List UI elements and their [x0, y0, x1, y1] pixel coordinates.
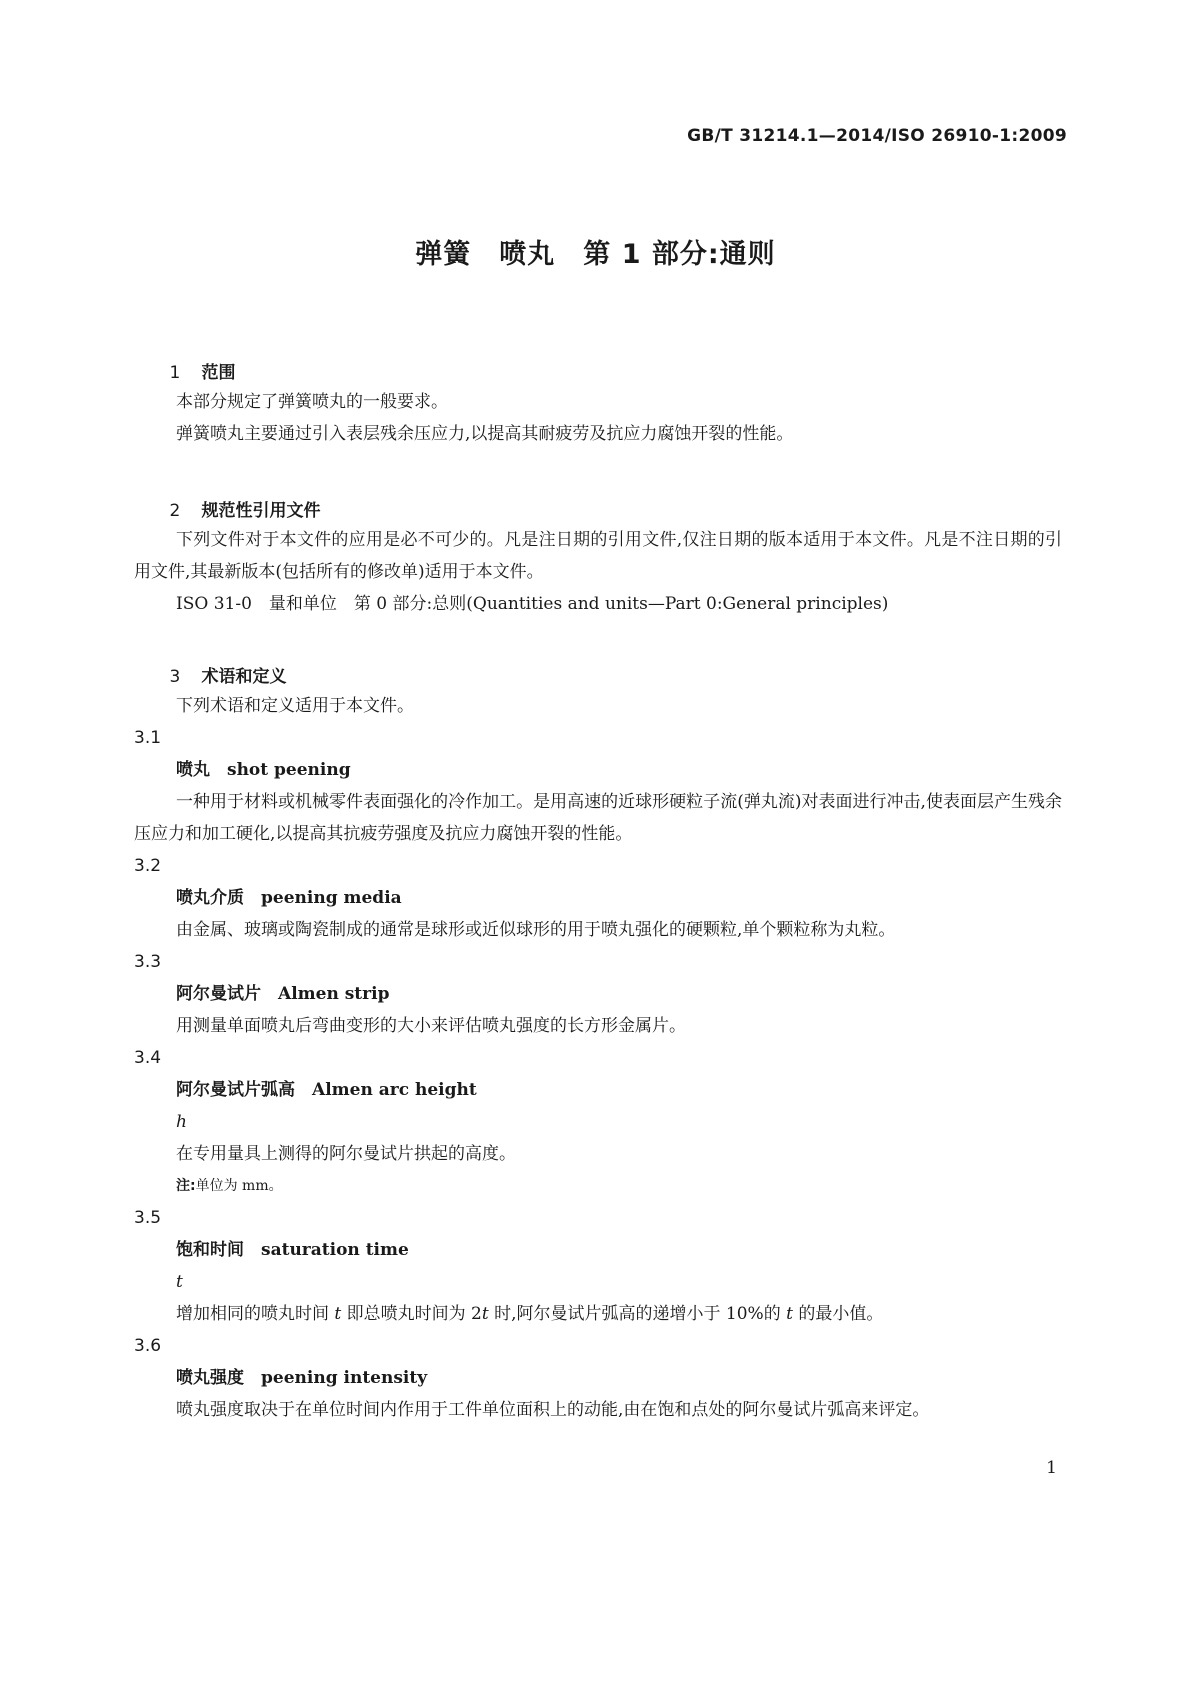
term-definition: 一种用于材料或机械零件表面强化的冷作加工。是用高速的近球形硬粒子流(弹丸流)对表面进行冲击,使表面层产生残余压应力和加工硬化,以提高其抗疲劳强度及抗应力腐蚀开裂的性能。 — [134, 792, 1062, 844]
section-title: 规范性引用文件 — [201, 501, 321, 521]
term-name-en: shot peening — [227, 760, 351, 780]
term-name-cn: 喷丸强度 — [176, 1368, 244, 1388]
term-name-cn: 阿尔曼试片弧高 — [176, 1080, 295, 1100]
term-definition: 在专用量具上测得的阿尔曼试片拱起的高度。 — [176, 1144, 516, 1164]
term-definition: 用测量单面喷丸后弯曲变形的大小来评估喷丸强度的长方形金属片。 — [176, 1016, 686, 1036]
term-name — [134, 978, 1062, 1010]
section-number: 1 — [169, 363, 181, 383]
term-number: 3.4 — [134, 1048, 162, 1068]
term-definition: 喷丸强度取决于在单位时间内作用于工件单位面积上的动能,由在饱和点处的阿尔曼试片弧高来评定。 — [176, 1400, 930, 1420]
note-label: 注: — [176, 1178, 196, 1194]
term-name — [134, 1234, 1062, 1266]
document-title: 弹簧 喷丸 第 1 部分:通则 — [415, 239, 776, 270]
definition-text: 的最小值。 — [792, 1304, 884, 1324]
term-name-en: peening intensity — [261, 1368, 428, 1388]
section-number: 2 — [169, 501, 181, 521]
document-body — [134, 340, 1062, 1426]
term-definition — [134, 1298, 1062, 1330]
term-name — [134, 1362, 1062, 1394]
section-heading-normative-references — [134, 478, 1062, 521]
term-name — [134, 1074, 1062, 1106]
standard-code: GB/T 31214.1—2014/ISO 26910-1:2009 — [687, 126, 1067, 146]
term-number: 3.5 — [134, 1208, 162, 1228]
paragraph: 弹簧喷丸主要通过引入表层残余压应力,以提高其耐疲劳及抗应力腐蚀开裂的性能。 — [176, 424, 794, 444]
section-heading-terms-definitions — [134, 644, 1062, 687]
term-number: 3.1 — [134, 728, 162, 748]
symbol-t: t — [334, 1304, 342, 1324]
definition-text: 即总喷丸时间为 2 — [341, 1304, 482, 1324]
definition-text: 增加相同的喷丸时间 — [176, 1304, 335, 1324]
definition-text: 时,阿尔曼试片弧高的递增小于 10%的 — [488, 1304, 787, 1324]
section-title: 术语和定义 — [201, 667, 287, 687]
note-text: 单位为 mm。 — [195, 1178, 283, 1194]
symbol-t: t — [481, 1304, 489, 1324]
term-name-cn: 饱和时间 — [176, 1240, 244, 1260]
symbol-t: t — [786, 1304, 793, 1324]
term-number: 3.3 — [134, 952, 162, 972]
term-name-en: Almen arc height — [312, 1080, 477, 1100]
page-number: 1 — [1046, 1458, 1057, 1478]
section-number: 3 — [169, 667, 181, 687]
term-name-en: Almen strip — [278, 984, 390, 1004]
term-number: 3.2 — [134, 856, 162, 876]
term-note — [134, 1170, 1062, 1202]
term-name — [134, 754, 1062, 786]
term-symbol: h — [176, 1112, 187, 1132]
term-name-cn: 喷丸 — [176, 760, 210, 780]
term-symbol: t — [176, 1272, 183, 1292]
term-name — [134, 882, 1062, 914]
paragraph: 下列术语和定义适用于本文件。 — [176, 696, 414, 716]
reference-entry: ISO 31-0 量和单位 第 0 部分:总则(Quantities and units—Part 0:General principles) — [176, 594, 889, 614]
term-name-en: saturation time — [261, 1240, 409, 1260]
term-definition: 由金属、玻璃或陶瓷制成的通常是球形或近似球形的用于喷丸强化的硬颗粒,单个颗粒称为丸粒。 — [176, 920, 896, 940]
section-title: 范围 — [201, 363, 236, 383]
term-name-cn: 喷丸介质 — [176, 888, 244, 908]
section-heading-scope — [134, 340, 1062, 383]
term-name-cn: 阿尔曼试片 — [176, 984, 261, 1004]
paragraph: 本部分规定了弹簧喷丸的一般要求。 — [176, 392, 448, 412]
paragraph: 下列文件对于本文件的应用是必不可少的。凡是注日期的引用文件,仅注日期的版本适用于本文件。凡是不注日期的引用文件,其最新版本(包括所有的修改单)适用于本文件。 — [134, 530, 1062, 582]
term-name-en: peening media — [261, 888, 402, 908]
term-number: 3.6 — [134, 1336, 162, 1356]
